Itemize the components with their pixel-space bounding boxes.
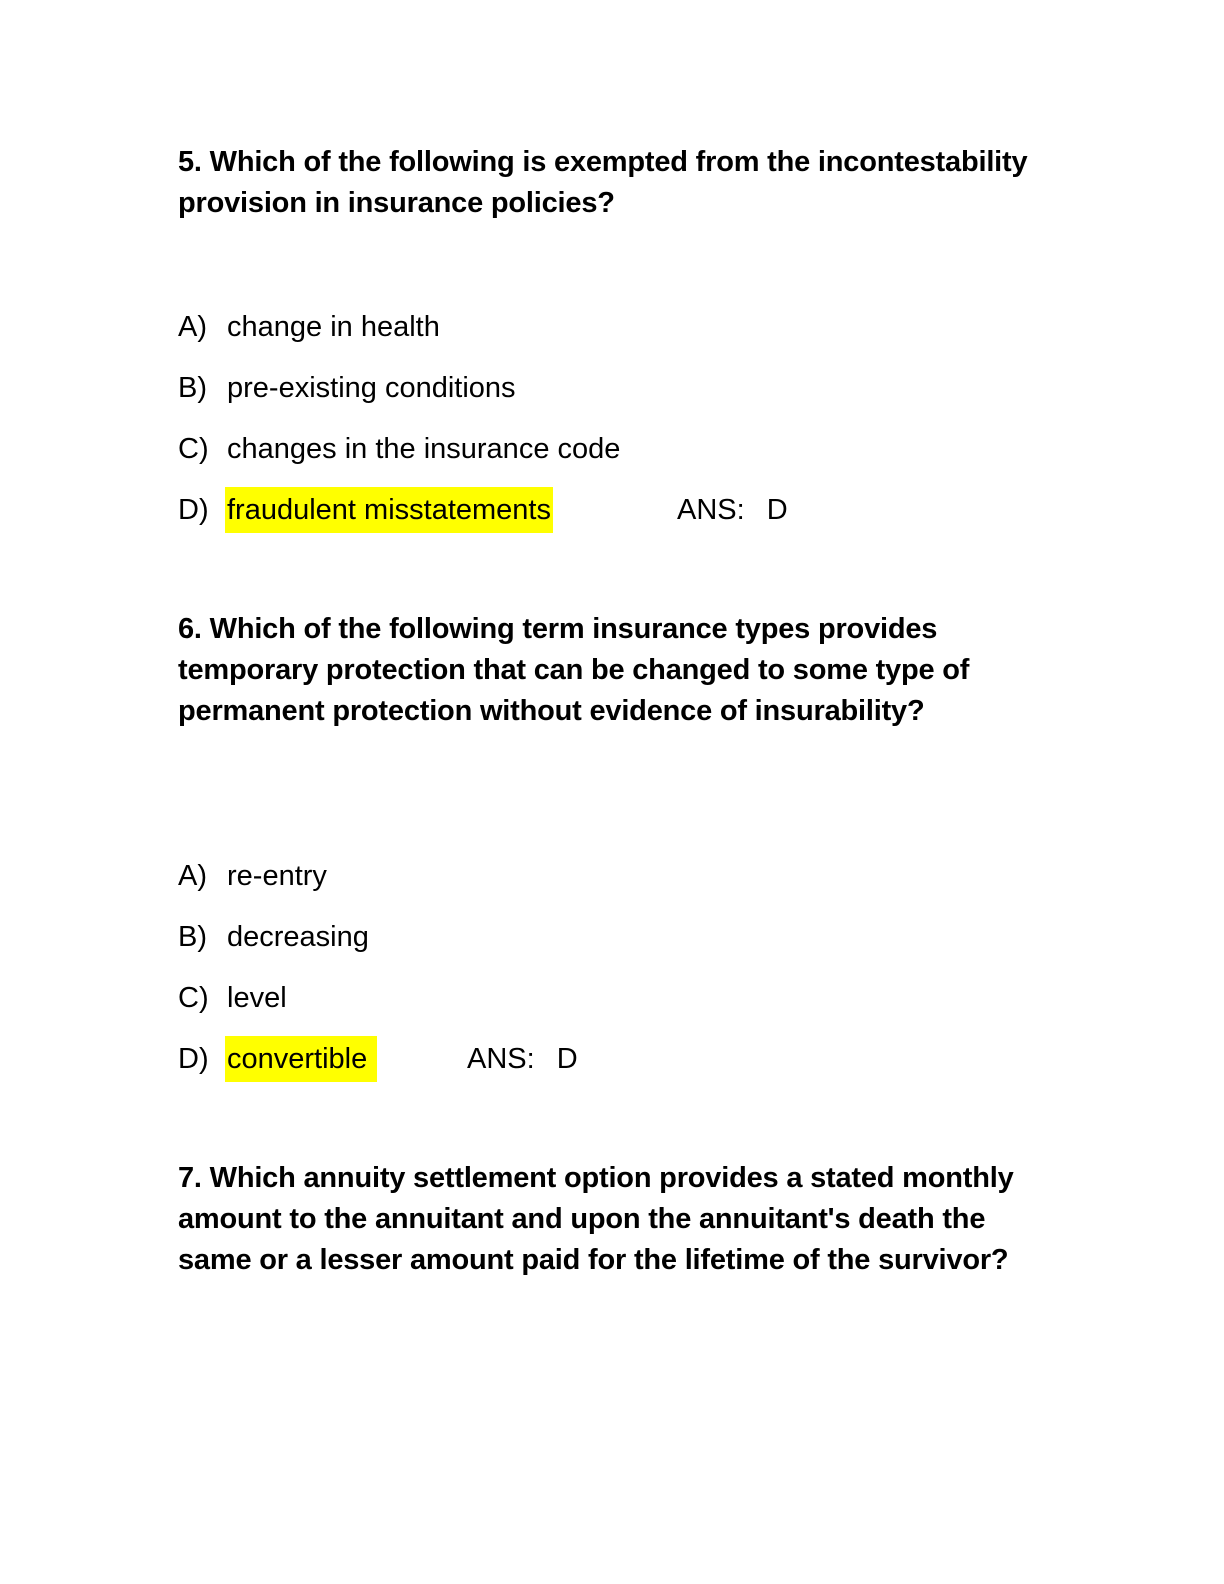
question-6-text: 6. Which of the following term insurance types provides temporary protection that can be changed to some type of permanent protection without evidence of insurability?	[178, 613, 970, 727]
question-5-choice-d	[178, 487, 553, 533]
answer-label: ANS:	[467, 1043, 535, 1075]
question-6-choice-d	[178, 1036, 377, 1082]
choice-letter: C)	[178, 982, 209, 1014]
question-6-choice-a	[178, 853, 329, 899]
choice-text: decreasing	[227, 921, 369, 953]
answer-value: D	[766, 494, 788, 526]
highlighted-answer-text: convertible	[225, 1036, 377, 1082]
question-6-choice-b	[178, 914, 371, 960]
choice-letter: D)	[178, 1043, 209, 1075]
choice-text: changes in the insurance code	[227, 433, 621, 465]
choice-letter: B)	[178, 921, 207, 953]
question-5-choice-c	[178, 426, 622, 472]
choice-text: change in health	[227, 311, 440, 343]
question-6-answer	[467, 1036, 578, 1082]
choice-letter: A)	[178, 311, 207, 343]
choice-text: level	[227, 982, 287, 1014]
question-5-choice-b	[178, 365, 518, 411]
choice-letter: B)	[178, 372, 207, 404]
choice-letter: C)	[178, 433, 209, 465]
choice-letter: A)	[178, 860, 207, 892]
answer-label: ANS:	[677, 494, 745, 526]
choice-letter: D)	[178, 494, 209, 526]
question-5-text: 5. Which of the following is exempted from the incontestability provision in insurance policies?	[178, 146, 1028, 219]
question-5-choice-a	[178, 304, 442, 350]
answer-value: D	[556, 1043, 578, 1075]
choice-text: re-entry	[227, 860, 327, 892]
question-5-answer	[677, 487, 788, 533]
question-6-choice-c	[178, 975, 289, 1021]
highlighted-answer-text: fraudulent misstatements	[225, 487, 553, 533]
question-7-text: 7. Which annuity settlement option provides a stated monthly amount to the annuitant and upon the annuitant's death the same or a lesser amount paid for the lifetime of the survivor?	[178, 1162, 1014, 1276]
choice-text: pre-existing conditions	[227, 372, 516, 404]
